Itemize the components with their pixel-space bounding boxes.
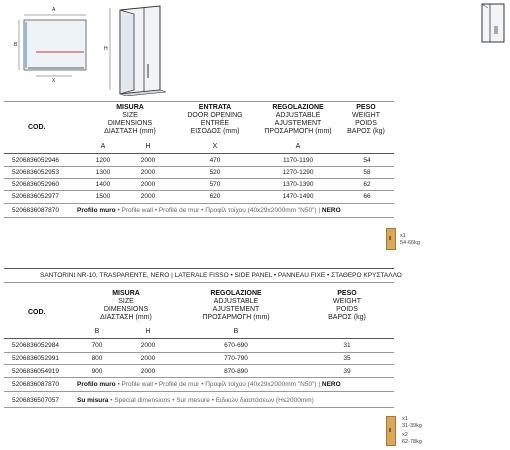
table1-header-rule <box>4 153 394 154</box>
adjust-cell: 770-790 <box>224 355 248 362</box>
size-h-cell: 2000 <box>140 157 156 164</box>
adjust-cell: 1170-1190 <box>282 157 314 164</box>
row-divider <box>4 178 394 179</box>
plan-diagram <box>14 6 94 86</box>
corner-thumbnail <box>478 2 508 44</box>
weight-cell: 35 <box>343 355 351 362</box>
code-cell: 5206836052946 <box>12 157 59 164</box>
table2-header-cod: COD. <box>28 309 46 316</box>
pack2-qty-1: x1 <box>402 416 408 422</box>
pack2-weight-2: 62-78kg <box>402 439 422 445</box>
weight-cell: 31 <box>343 342 351 349</box>
code-cell: 5206836052984 <box>12 342 59 349</box>
table1-header-entrata: ENTRATA DOOR OPENING ENTRÉE ΕΙΣΟΔΟΣ (mm) <box>187 104 243 135</box>
pack1-weight: 54-66kg <box>400 240 420 246</box>
size-b-cell: 700 <box>91 342 103 349</box>
row-divider <box>4 190 394 191</box>
code-cell: 5206836052991 <box>12 355 59 362</box>
opening-cell: 570 <box>209 181 221 188</box>
profile-description: Profilo muro • Profile wall • Profilé de mur • Προφίλ τοίχου (40x29x2000mm "N50") | NERO <box>77 381 341 388</box>
row-divider <box>4 391 394 392</box>
table2-top-rule <box>4 268 394 269</box>
table1-header-peso: PESO WEIGHT POIDS ΒΑΡΟΣ (kg) <box>347 104 385 135</box>
size-a-cell: 1200 <box>95 157 111 164</box>
table2-sub-h: H <box>145 328 151 335</box>
table1-sub-x: X <box>212 143 218 150</box>
pack2-weight-1: 31-39kg <box>402 423 422 429</box>
package-icon <box>386 228 396 250</box>
adjust-cell: 1370-1390 <box>282 181 314 188</box>
weight-cell: 58 <box>363 169 371 176</box>
size-a-cell: 1500 <box>95 193 111 200</box>
size-h-cell: 2000 <box>140 169 156 176</box>
opening-cell: 470 <box>209 157 221 164</box>
code-cell: 5206836052953 <box>12 169 59 176</box>
row-divider <box>4 352 394 353</box>
size-a-cell: 1400 <box>95 181 111 188</box>
elevation-diagram <box>100 4 180 96</box>
row-divider <box>4 166 394 167</box>
pack2-qty-2: x2 <box>402 432 408 438</box>
size-b-cell: 900 <box>91 368 103 375</box>
table2-header-rule <box>4 338 394 339</box>
weight-cell: 39 <box>343 368 351 375</box>
profile-code-cell: 5206836087870 <box>12 207 59 214</box>
table2-sub-b: B <box>94 328 100 335</box>
weight-cell: 54 <box>363 157 371 164</box>
size-b-cell: 800 <box>91 355 103 362</box>
table1-header-misura: MISURA SIZE DIMENSIONS ΔΙΑΣΤΑΣΗ (mm) <box>104 104 156 135</box>
code-cell: 5206836052960 <box>12 181 59 188</box>
adjust-cell: 1470-1490 <box>282 193 314 200</box>
dim-x-label: X <box>52 78 56 84</box>
table1-top-rule <box>4 101 394 102</box>
table2-header-misura: MISURA SIZE DIMENSIONS ΔΙΑΣΤΑΣΗ (mm) <box>100 290 152 321</box>
adjust-cell: 670-690 <box>224 342 248 349</box>
dim-b-label: B <box>14 42 18 48</box>
table1-sub-a: A <box>100 143 106 150</box>
table1-sub-a2: A <box>295 143 301 150</box>
profile-code-cell: 5206836087870 <box>12 381 59 388</box>
code-cell: 5206836054919 <box>12 368 59 375</box>
dim-h-label: H <box>104 46 108 52</box>
adjust-cell: 1270-1290 <box>282 169 314 176</box>
table2-title: SANTORINI NR-10, TRASPARENTE, NERO | LATERALE FISSO • SIDE PANEL • PANNEAU FIXE • ΣΤΑΘΕΡΟ ΚΡΥΣΤΑΛΛΟ <box>40 272 402 279</box>
table2-header-peso: PESO WEIGHT POIDS ΒΑΡΟΣ (kg) <box>328 290 366 321</box>
row-divider <box>4 364 394 365</box>
row-divider <box>4 217 394 218</box>
weight-cell: 66 <box>363 193 371 200</box>
table2-sub-b2: B <box>233 328 239 335</box>
size-h-cell: 2000 <box>140 193 156 200</box>
table1-header-regolazione: REGOLAZIONE ADJUSTABLE AJUSTEMENT ΠΡΟΣΑΡΜΟΓΗ (mm) <box>264 104 332 135</box>
row-divider <box>4 377 394 378</box>
table2-header-regolazione: REGOLAZIONE ADJUSTABLE AJUSTEMENT ΠΡΟΣΑΡΜΟΓΗ (mm) <box>202 290 270 321</box>
special-description: Su misura • Special dimensions • Sur mesure • Ειδικών διαστάσεων (H≤2000mm) <box>77 397 314 404</box>
size-h-cell: 2000 <box>140 181 156 188</box>
size-h-cell: 2000 <box>140 368 156 375</box>
size-h-cell: 2000 <box>140 342 156 349</box>
table2-title-rule <box>4 282 394 283</box>
pack1-qty: x1 <box>400 233 406 239</box>
opening-cell: 520 <box>209 169 221 176</box>
adjust-cell: 870-890 <box>224 368 248 375</box>
size-h-cell: 2000 <box>140 355 156 362</box>
package-icon <box>386 416 396 446</box>
table1-sub-h: H <box>145 143 151 150</box>
table1-header-cod: COD. <box>28 124 46 131</box>
dim-a-label: A <box>52 7 56 13</box>
profile-description: Profilo muro • Profile wall • Profilé de mur • Προφίλ τοίχου (40x29x2000mm "N50") | NERO <box>77 207 341 214</box>
code-cell: 5206836052977 <box>12 193 59 200</box>
special-code-cell: 5206836507057 <box>12 397 59 404</box>
row-divider <box>4 407 394 408</box>
size-a-cell: 1300 <box>95 169 111 176</box>
weight-cell: 62 <box>363 181 371 188</box>
opening-cell: 620 <box>209 193 221 200</box>
row-divider <box>4 203 394 204</box>
